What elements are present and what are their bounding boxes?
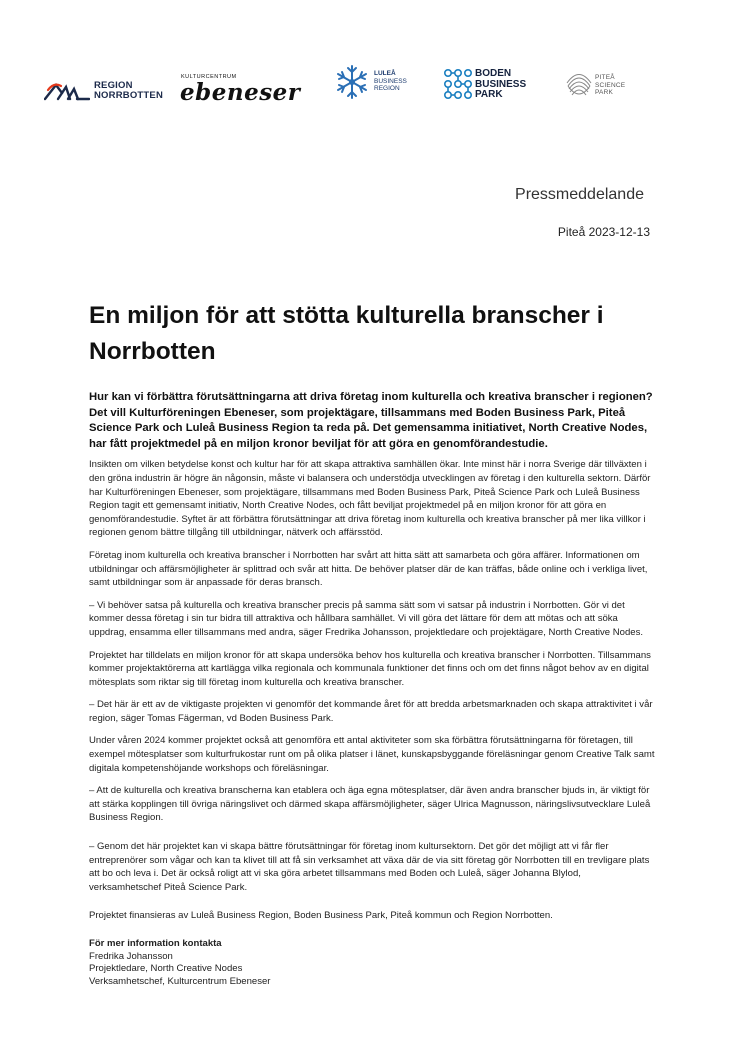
boden-logo-line2: BUSINESS <box>475 78 527 90</box>
ebeneser-logo-wordmark: ebeneser <box>180 79 301 106</box>
body-paragraph: Projektet har tilldelats en miljon kronor för att skapa undersöka behov hos kulturella och kreativa branscher i Norrbotten. Tillsammans kommer projektaktörerna att kartlägga vilka regionala och kommunala funktioner det finns och om det finns något behov av en digital mötesplats som riktar sig till företag inom kulturella och kreativa branscher. <box>89 649 651 688</box>
page-title: En miljon för att stötta kulturella branscher i Norrbotten <box>89 302 604 365</box>
funding-paragraph: Projektet finansieras av Luleå Business Region, Boden Business Park, Piteå kommun och Region Norrbotten. <box>89 910 553 922</box>
boden-nodes-icon <box>443 68 473 100</box>
contact-heading: För mer information kontakta <box>89 938 222 949</box>
kulturcentrum-ebeneser-logo <box>180 74 320 108</box>
body-paragraph: Under våren 2024 kommer projektet också att genomföra ett antal aktiviteter som ska förbättra förutsättningarna för företagen, till exempel mötesplatser som kulturfrukostar runt om på olika platser i länet, kunskapsbyggande föreläsningar genom Creative Talk samt digitala kompetenshöjande workshops och föreläsningar. <box>89 735 655 774</box>
body-paragraph: – Att de kulturella och kreativa branscherna kan etablera och äga egna mötesplatser, där även andra branscher bjuds in, är viktigt för att stärka kopplingen till övriga näringslivet och därmed skapa affärsmöjligheter, säger Ulrica Magnusson, näringslivsutvecklare Luleå Business Region. <box>89 785 651 824</box>
pitea-circle-lines-icon <box>565 72 593 100</box>
contact-line: Projektledare, North Creative Nodes <box>89 963 243 975</box>
document-type: Pressmeddelande <box>515 186 644 203</box>
contact-line: Fredrika Johansson <box>89 950 173 962</box>
boden-logo-line1: BODEN <box>475 68 512 79</box>
body-paragraph: – Genom det här projektet kan vi skapa bättre förutsättningar för företag inom kultursektorn. Det gör det möjligt att vi får fler entreprenörer som vågar och kan ta klivet till att få sin verksamhet att växa där de via sitt företag gör Norrbotten till en trevligare plats att bo och leva i. Det är också roligt att vi ska göra arbetet tillsammans med Boden och Luleå, säger Johanna Blylod, verksamhetschef Piteå Science Park. <box>89 841 650 893</box>
body-paragraph: Insikten om vilken betydelse konst och kultur har för att skapa attraktiva samhällen ökar. Inte minst här i norra Sverige där tillväxten i den gröna industrin är högre än någonsin, måste vi balansera och understödja utvecklingen av företag i den kulturella sektorn. Därför har Kulturföreningen Ebeneser, som projektägare, tillsammans med Boden Business Park, Piteå Science Park och Luleå Business Region tagit ett gemensamt initiativ, North Creative Nodes, och fått beviljat projektmedel på en miljon kronor för att göra en genomförandestudie. Syftet är att förbättra förutsättningar att driva företag inom kulturella och kreativa branscher på mer lika villkor i regionen genom bättre tillgång till utbildningar, nätverk och affärsstöd. <box>89 459 651 539</box>
pitea-logo-line3: PARK <box>595 89 614 96</box>
body-paragraph: Företag inom kulturella och kreativa branscher i Norrbotten har svårt att hitta sätt att samarbeta och göra affärer. Informationen om utbildningar och affärsmöjligheter är splittrad och svår att hitta. De behöver platser där de kan träffas, både online och i verkliga livet, samt utbildningar som är anpassade för deras bransch. <box>89 549 648 589</box>
body-paragraph: – Det här är ett av de viktigaste projekten vi genomför det kommande året för att bredda arbetsmarknaden och skapa attraktivitet i vår region, säger Tomas Fägerman, vd Boden Business Park. <box>89 699 653 724</box>
lead-paragraph: Hur kan vi förbättra förutsättningarna att driva företag inom kulturella och kreativa branscher i regionen? Det vill Kulturföreningen Ebeneser, som projektägare, tillsammans med Boden Business Park, Piteå Science Park och Luleå Business Region ta reda på. Det gemensamma initiativet, North Creative Nodes, har fått projektmedel på en miljon kronor beviljat för att göra en genomförandestudie. <box>89 391 653 450</box>
contact-line: Verksamhetschef, Kulturcentrum Ebeneser <box>89 975 271 987</box>
boden-logo-line3: PARK <box>475 89 503 100</box>
region-logo-line2: NORRBOTTEN <box>94 90 164 101</box>
pitea-logo-line2: SCIENCE <box>595 81 626 89</box>
snowflake-icon <box>334 62 370 102</box>
document-date: Piteå 2023-12-13 <box>557 225 650 239</box>
region-norrbotten-logo <box>44 80 164 106</box>
lulea-logo-line1: LULEÅ <box>374 70 396 77</box>
lulea-logo-line2: BUSINESS <box>374 77 407 85</box>
pitea-logo-line1: PITEÅ <box>595 74 615 81</box>
pitea-science-park-logo <box>565 72 635 106</box>
region-norrbotten-mark-icon <box>44 80 90 102</box>
lulea-business-region-logo <box>334 62 424 106</box>
region-logo-line1: REGION <box>94 80 133 91</box>
contact-block <box>89 938 655 988</box>
partner-logos <box>0 58 746 116</box>
body-paragraph: – Vi behöver satsa på kulturella och kreativa branscher precis på samma sätt som vi satsar på industrin i Norrbotten. Gör vi det kommer dessa företag i sin tur bidra till attraktiva och hållbara samhället. Vi vill göra det lättare för dem att mötas och att söka uppdrag, ensamma eller tillsammans med andra, säger Fredrika Johansson, projektledare och projektägare, North Creative Nodes. <box>89 599 643 638</box>
lulea-logo-line3: REGION <box>374 85 400 92</box>
boden-business-park-logo <box>443 68 553 104</box>
ebeneser-logo-small-text: KULTURCENTRUM <box>181 74 237 80</box>
article-body <box>89 390 655 988</box>
